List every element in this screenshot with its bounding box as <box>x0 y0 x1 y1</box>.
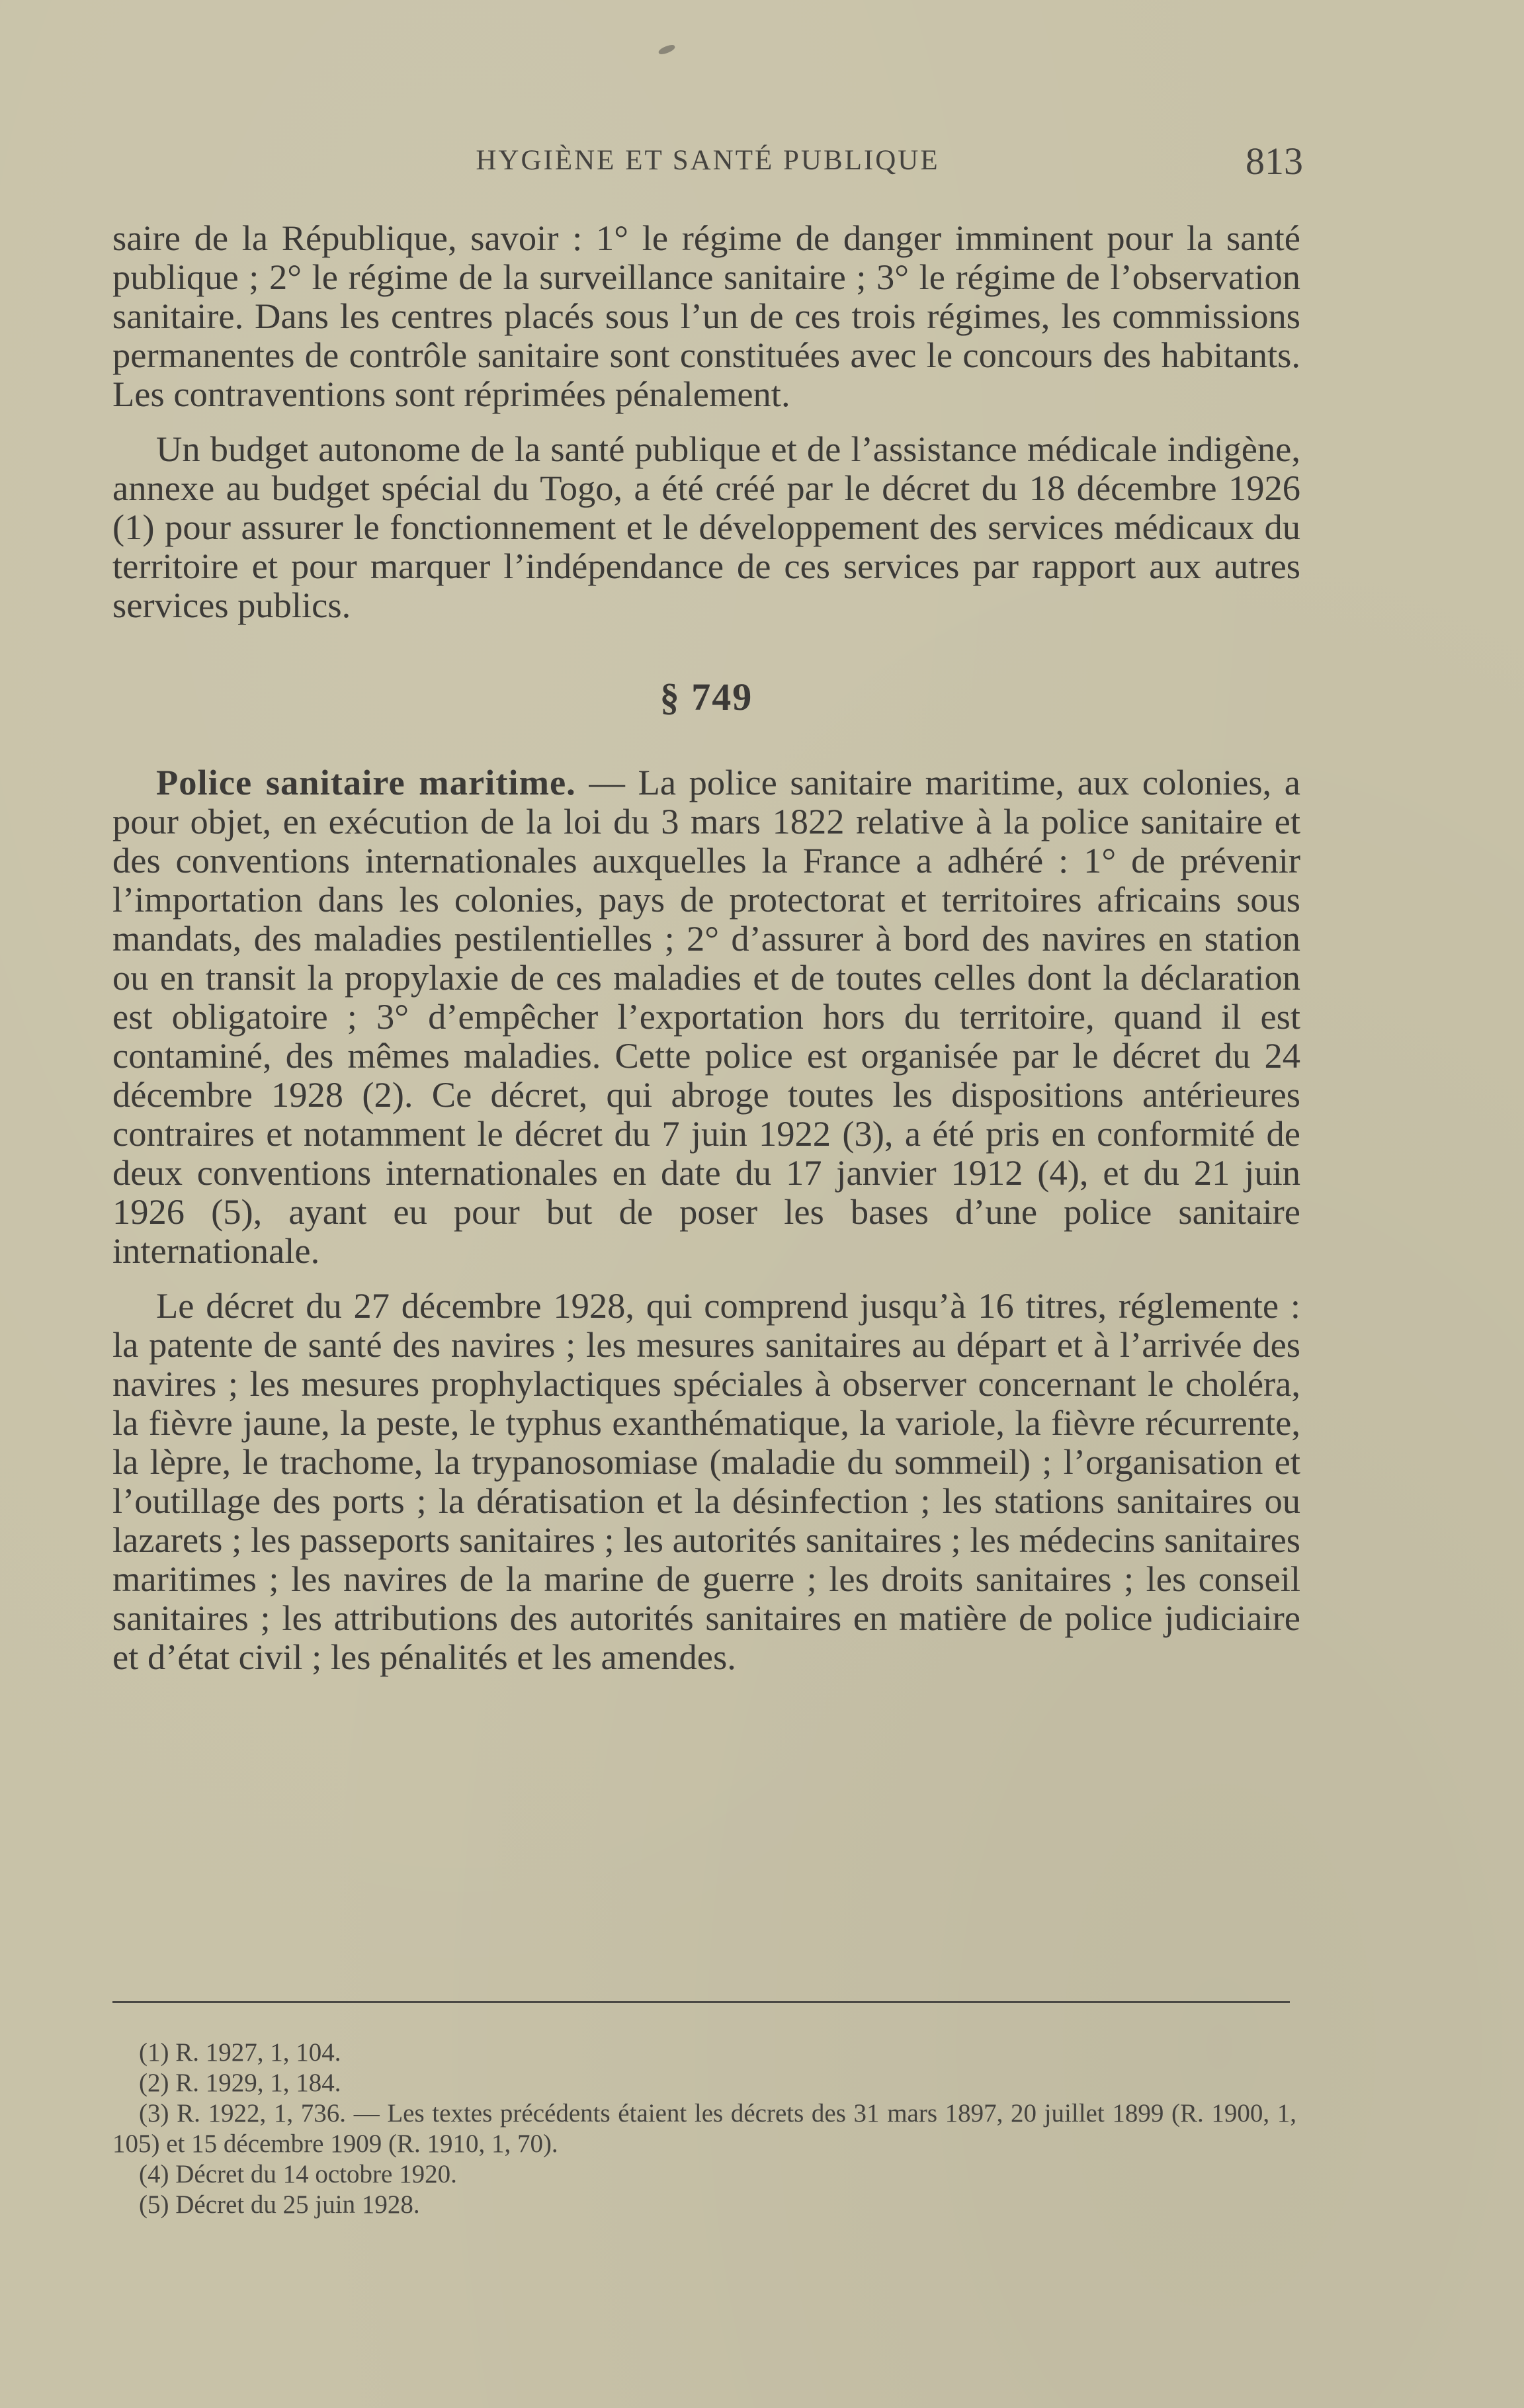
section-heading: § 749 <box>659 675 753 718</box>
footnote-4: (4) Décret du 14 octobre 1920. <box>139 2160 457 2188</box>
footnote-5: (5) Décret du 25 juin 1928. <box>139 2190 420 2219</box>
page-header <box>112 140 1303 191</box>
ink-speck <box>657 44 676 56</box>
footnote-1: (1) R. 1927, 1, 104. <box>139 2038 341 2067</box>
paragraph-budget: Un budget autonome de la santé publique et de l’assistance médicale indigène, annexe au budget spécial du Togo, a été créé par le décret du 18 décembre 1926 (1) pour assurer le fonctionnement et le développement des services médicaux du territoire et pour marquer l’indépendance de ces services par rapport aux autres services publics. <box>112 429 1300 625</box>
footnote-3: (3) R. 1922, 1, 736. — Les textes précédents étaient les décrets des 31 mars 1897, 20 juillet 1899 (R. 1900, 1, 105) et 15 décembre 1909 (R. 1910, 1, 70). <box>112 2099 1296 2158</box>
footnotes <box>112 2001 1296 2220</box>
paragraph-lead-title: Police sanitaire maritime. <box>156 762 576 802</box>
paragraph-body: — La police sanitaire maritime, aux colonies, a pour objet, en exécution de la loi du 3 mars 1822 relative à la police sanitaire et des conventions internationales auxquelles la France a adhéré : 1° de prévenir l’importation dans les colonies, pays de protectorat et territoires africains sous mandats, des maladies pestilentielles ; 2° d’assurer à bord des navires en station ou en transit la propylaxie de ces maladies et de toutes celles dont la déclaration est obligatoire ; 3° d’empêcher l’exportation hors du territoire, quand il est contaminé, des mêmes maladies. Cette police est organisée par le décret du 24 décembre 1928 (2). Ce décret, qui abroge toutes les dispositions antérieures contraires et notamment le décret du 7 juin 1922 (3), a été pris en conformité de deux conventions internationales en date du 17 janvier 1912 (4), et du 21 juin 1926 (5), ayant eu pour but de poser les bases d’une police sanitaire internationale. <box>112 762 1300 1271</box>
footnote-2: (2) R. 1929, 1, 184. <box>139 2069 341 2097</box>
main-text <box>112 218 1300 1692</box>
page-number: 813 <box>1246 140 1303 183</box>
paragraph-continuation: saire de la République, savoir : 1° le régime de danger imminent pour la santé publique ; 2° le régime de la surveillance sanitaire ; 3° le régime de l’observation sanitaire. Dans les centres placés sous l’un de ces trois régimes, les commissions permanentes de contrôle sanitaire sont constituées avec le concours des habitants. Les contraventions sont réprimées pénalement. <box>112 218 1300 414</box>
running-title: HYGIÈNE ET SANTÉ PUBLIQUE <box>476 145 940 176</box>
footnote-divider <box>112 2001 1290 2003</box>
paragraph-decret: Le décret du 27 décembre 1928, qui comprend jusqu’à 16 titres, réglemente : la patente de santé des navires ; les mesures sanitaires au départ et à l’arrivée des navires ; les mesures prophylactiques spéciales à observer concernant le choléra, la fièvre jaune, la peste, le typhus exanthématique, la variole, la fièvre récurrente, la lèpre, le trachome, la trypanosomiase (maladie du sommeil) ; l’organisation et l’outillage des ports ; la dératisation et la désinfection ; les stations sanitaires ou lazarets ; les passeports sanitaires ; les autorités sanitaires ; les médecins sanitaires maritimes ; les navires de la marine de guerre ; les droits sanitaires ; les conseil sanitaires ; les attributions des autorités sanitaires en matière de police judiciaire et d’état civil ; les pénalités et les amendes. <box>112 1285 1300 1677</box>
paragraph-police-sanitaire <box>112 763 1300 1270</box>
